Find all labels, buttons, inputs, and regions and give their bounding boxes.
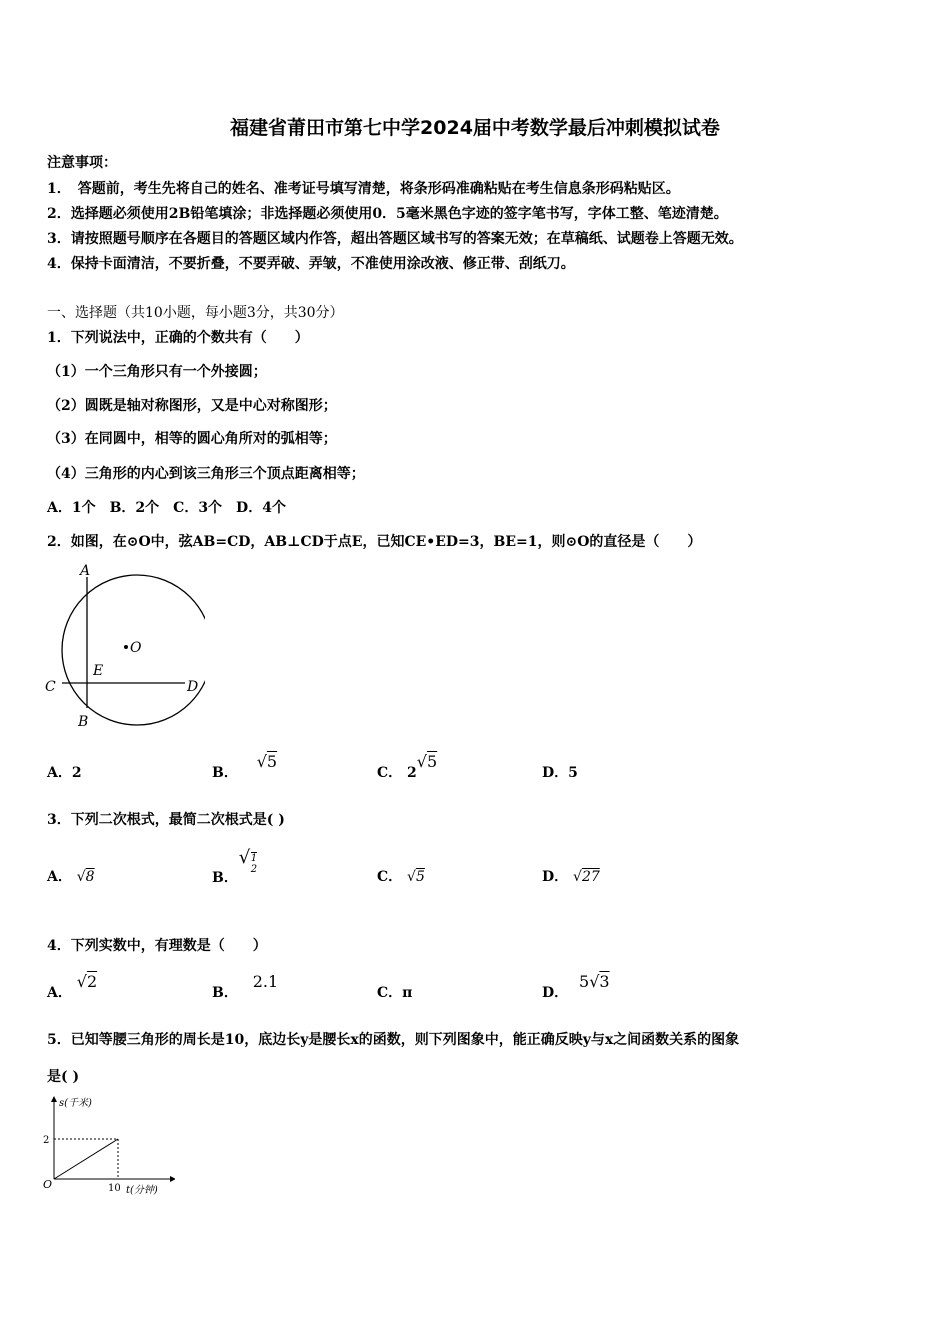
sqrt-symbol: √8 xyxy=(76,869,95,885)
q1-statement-1: （1）一个三角形只有一个外接圆； xyxy=(47,364,267,380)
graph-origin: O xyxy=(43,1178,53,1191)
q5-graph xyxy=(40,1092,175,1202)
q1-options: A．1个 B．2个 C．3个 D．4个 xyxy=(47,500,286,516)
q2-stem: 2．如图，在⊙O中，弦AB=CD，AB⊥CD于点E，已知CE•ED=3，BE=1，则⊙O的直径是（ ） xyxy=(47,534,702,550)
section-heading: 一、选择题（共10小题，每小题3分，共30分） xyxy=(47,305,344,321)
q2-option-a: A．2 xyxy=(47,765,82,781)
q3-option-b: B． √ 1 2 xyxy=(212,847,258,886)
q3-option-c: C． √5 xyxy=(377,869,425,885)
label-c: C xyxy=(45,679,56,695)
q1-statement-2: （2）圆既是轴对称图形，又是中心对称图形； xyxy=(47,398,337,414)
q1-statement-3: （3）在同圆中，相等的圆心角所对的弧相等； xyxy=(47,431,337,447)
q2-circle-figure xyxy=(40,560,205,735)
q2-option-b: B． √5 xyxy=(212,752,278,781)
label-o: O xyxy=(130,640,142,656)
label-b: B xyxy=(78,714,89,730)
graph-y-tick: 2 xyxy=(43,1135,50,1146)
graph-x-tick: 10 xyxy=(108,1183,121,1194)
q4-option-a: A． √2 xyxy=(47,972,98,1001)
notice-heading: 注意事项： xyxy=(47,155,117,171)
q3-stem: 3．下列二次根式，最简二次根式是( ) xyxy=(47,812,285,828)
q2-option-d: D．5 xyxy=(542,765,578,781)
graph-x-label: t(分钟) xyxy=(126,1185,158,1196)
q3-option-a: A． √8 xyxy=(47,869,95,885)
sqrt-symbol: √27 xyxy=(573,869,600,885)
notice-item-4: 4．保持卡面清洁，不要折叠，不要弄破、弄皱，不准使用涂改液、修正带、刮纸刀。 xyxy=(47,256,575,272)
notice-item-2: 2．选择题必须使用2B铅笔填涂；非选择题必须使用0．5毫米黑色字迹的签字笔书写，字体工整、笔迹清楚。 xyxy=(47,206,728,222)
q5-stem-line2: 是( ) xyxy=(47,1069,80,1085)
q2-option-c: C． 2√5 xyxy=(377,752,438,781)
q4-stem: 4．下列实数中，有理数是（ ） xyxy=(47,938,267,954)
q4-option-c: C．π xyxy=(377,985,413,1001)
q1-stem: 1．下列说法中，正确的个数共有（ ） xyxy=(47,330,309,346)
sqrt-symbol: √5 xyxy=(416,752,438,771)
notice-item-3: 3．请按照题号顺序在各题目的答题区域内作答，超出答题区域书写的答案无效；在草稿纸、试题卷上答题无效。 xyxy=(47,231,743,247)
q3-option-d: D． √27 xyxy=(542,869,600,885)
page-title: 福建省莆田市第七中学2024届中考数学最后冲刺模拟试卷 xyxy=(230,117,720,139)
label-d: D xyxy=(187,679,199,695)
sqrt-symbol: √3 xyxy=(589,972,610,991)
q4-option-b: B． 2.1 xyxy=(212,972,279,1001)
q1-statement-4: （4）三角形的内心到该三角形三个顶点距离相等； xyxy=(47,466,365,482)
notice-item-1: 1． 答题前，考生先将自己的姓名、准考证号填写清楚，将条形码准确粘贴在考生信息条形码粘贴区。 xyxy=(47,181,680,197)
sqrt-symbol: √5 xyxy=(407,869,425,885)
sqrt-symbol: √5 xyxy=(256,752,278,771)
sqrt-symbol: √2 xyxy=(76,972,98,991)
graph-y-label: s(千米) xyxy=(59,1098,92,1109)
q5-stem-line1: 5．已知等腰三角形的周长是10，底边长y是腰长x的函数，则下列图象中，能正确反映y与x之间函数关系的图象 xyxy=(47,1032,740,1048)
q4-option-d: D． 5√3 xyxy=(542,972,610,1001)
label-e: E xyxy=(93,663,104,679)
label-a: A xyxy=(80,563,91,579)
